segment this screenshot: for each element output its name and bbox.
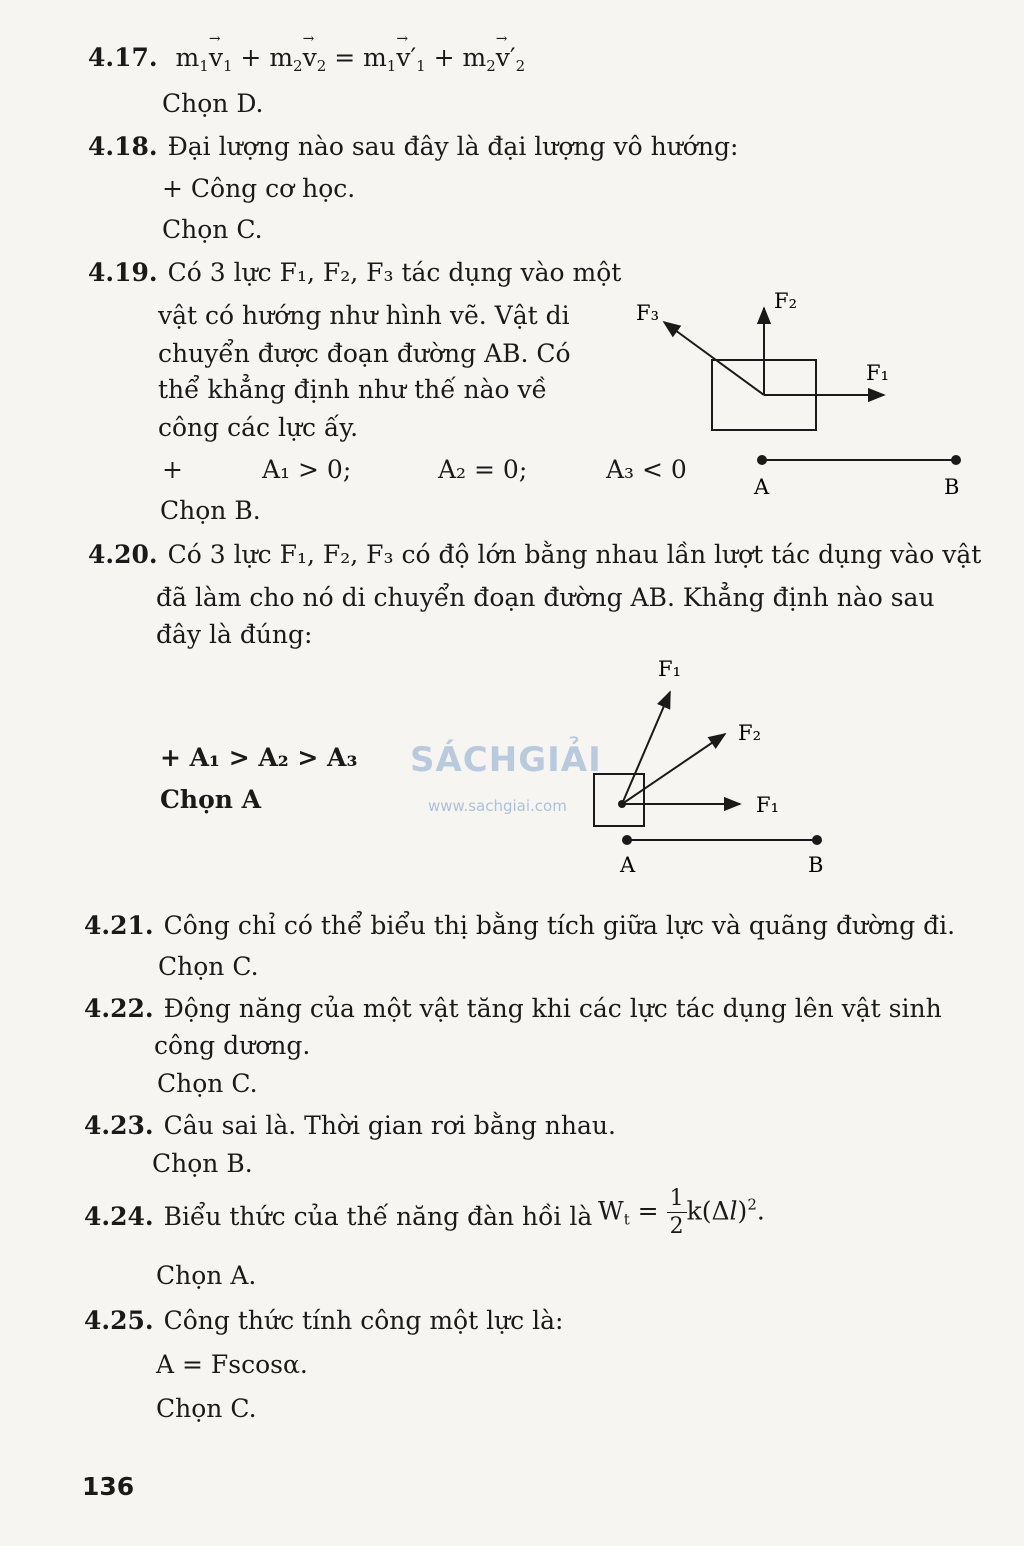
item-4-19-choice: Chọn B.	[160, 496, 261, 525]
item-4-17-choice: Chọn D.	[162, 89, 264, 118]
item-4-24-choice: Chọn A.	[156, 1261, 257, 1290]
item-4-19-a3: A₃ < 0	[606, 455, 687, 484]
watermark-title: SÁCHGIẢI	[410, 740, 602, 780]
item-4-19-line-3: chuyển được đoạn đường AB. Có	[158, 339, 571, 368]
label-f2: F₂	[738, 721, 761, 745]
label-a: A	[754, 475, 770, 499]
item-4-17-formula: 4.17. $m_1\to v_1 + m_2\to v_2 = m_1\to v'_1 + m_2\to v'_2$	[88, 44, 525, 75]
item-4-19-line-1: 4.19. Có 3 lực F₁, F₂, F₃ tác dụng vào một	[88, 258, 622, 287]
item-4-23-choice: Chọn B.	[152, 1149, 253, 1178]
label-f1-right: F₁	[756, 793, 779, 817]
force-f3-arrow	[664, 322, 764, 395]
item-4-19-a1: A₁ > 0;	[262, 455, 352, 484]
item-4-19-plus: +	[162, 455, 183, 484]
elastic-energy-formula: $W_t$ = $\frac{1}{2}$ $k(\Delta l)^2$.	[598, 1186, 765, 1239]
item-4-19-line-4: thể khẳng định như thế nào về	[158, 375, 548, 404]
point-a	[622, 835, 632, 845]
point-b	[951, 455, 961, 465]
item-4-23-question: 4.23. Câu sai là. Thời gian rơi bằng nhau.	[84, 1111, 616, 1140]
item-4-18-question: 4.18. Đại lượng nào sau đây là đại lượng vô hướng:	[88, 132, 739, 161]
item-4-20-answer: + A₁ > A₂ > A₃	[160, 743, 358, 772]
item-4-19-line-2: vật có hướng như hình vẽ. Vật di	[158, 301, 570, 330]
item-4-24-question: 4.24. Biểu thức của thế năng đàn hồi là	[84, 1202, 593, 1231]
label-f3: F₃	[636, 301, 659, 325]
item-4-22-line-1: 4.22. Động năng của một vật tăng khi các lực tác dụng lên vật sinh	[84, 994, 942, 1023]
item-4-20-choice: Chọn A	[160, 785, 262, 814]
item-4-21-choice: Chọn C.	[158, 952, 259, 981]
figure-4-20	[580, 650, 850, 880]
item-4-19-line-5: công các lực ấy.	[158, 413, 359, 442]
item-4-20-line-3: đây là đúng:	[156, 620, 313, 649]
label-a: A	[620, 853, 636, 877]
label-f2: F₂	[774, 289, 797, 313]
fraction-one-half: $\frac{1}{2}$	[667, 1188, 687, 1238]
point-a	[757, 455, 767, 465]
item-4-19-a2: A₂ = 0;	[438, 455, 528, 484]
item-4-25-question: 4.25. Công thức tính công một lực là:	[84, 1306, 564, 1335]
item-4-25-formula: A = Fscosα.	[156, 1350, 308, 1379]
point-b	[812, 835, 822, 845]
item-4-21-question: 4.21. Công chỉ có thể biểu thị bằng tích giữa lực và quãng đường đi.	[84, 911, 956, 940]
figure-4-19	[620, 280, 980, 505]
item-4-22-choice: Chọn C.	[157, 1069, 258, 1098]
item-4-20-line-2: đã làm cho nó di chuyển đoạn đường AB. Khẳng định nào sau	[156, 583, 935, 612]
label-b: B	[808, 853, 824, 877]
label-b: B	[944, 475, 960, 499]
page-number: 136	[82, 1472, 135, 1501]
label-f1-top: F₁	[658, 657, 681, 681]
item-4-25-choice: Chọn C.	[156, 1394, 257, 1423]
item-4-20-line-1: 4.20. Có 3 lực F₁, F₂, F₃ có độ lớn bằng nhau lần lượt tác dụng vào vật	[88, 540, 982, 569]
label-f1: F₁	[866, 361, 889, 385]
item-4-18-answer: + Công cơ học.	[162, 174, 356, 203]
item-4-18-choice: Chọn C.	[162, 215, 263, 244]
item-4-22-line-2: công dương.	[154, 1031, 311, 1060]
momentum-equation: $m_1\to v_1 + m_2\to v_2 = m_1\to v'_1 + m_2\to v'_2$	[176, 43, 526, 72]
block-box	[594, 774, 644, 826]
watermark-url: www.sachgiai.com	[428, 797, 567, 815]
